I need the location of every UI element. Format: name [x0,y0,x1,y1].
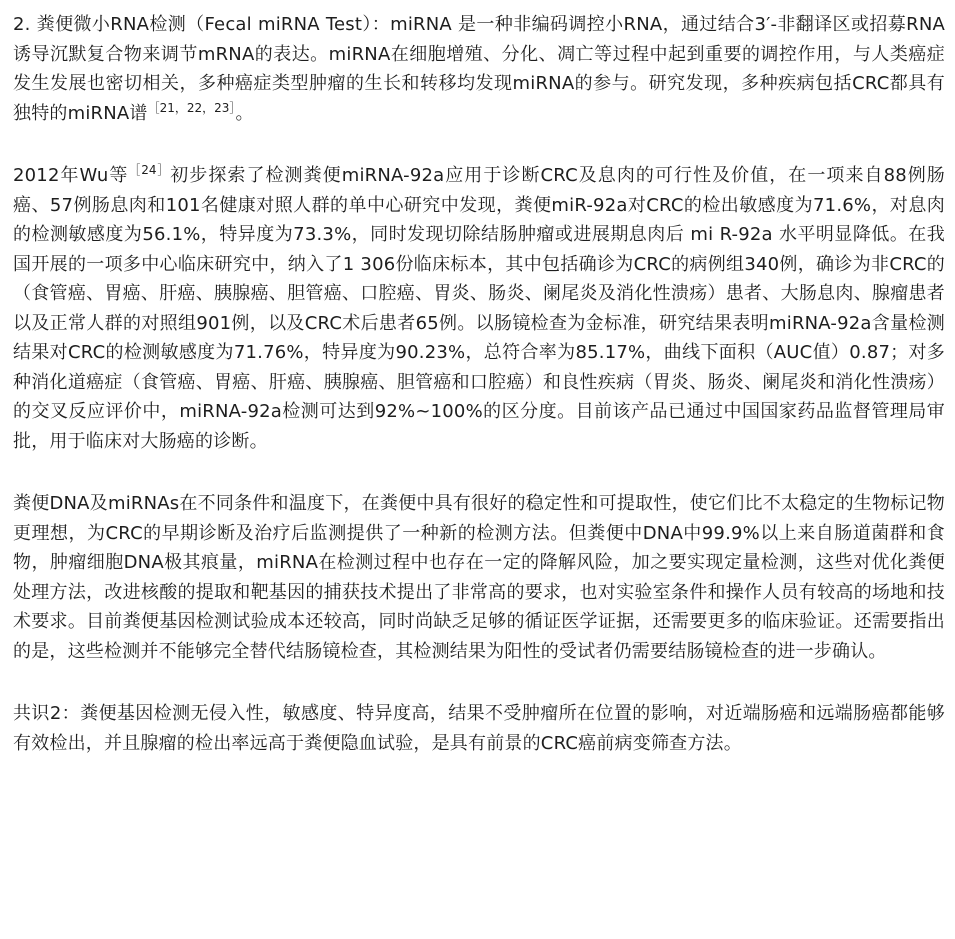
citation-reference[interactable]: ［24］ [128,163,171,177]
paragraph-text: 粪便DNA及miRNAs在不同条件和温度下，在粪便中具有很好的稳定性和可提取性，使它们比不太稳定的生物标记物更理想，为CRC的早期诊断及治疗后监测提供了一种新的检测方法。但粪便中DNA中99.9%以上来自肠道菌群和食物，肿瘤细胞DNA极其痕量，miRNA在检测过程中也存在一定的降解风险，加之要实现定量检测，这些对优化粪便处理方法，改进核酸的提取和靶基因的捕获技术提出了非常高的要求，也对实验室条件和操作人员有较高的场地和技术要求。目前粪便基因检测试验成本还较高，同时尚缺乏足够的循证医学证据，还需要更多的临床验证。还需要指出的是，这些检测并不能够完全替代结肠镜检查，其检测结果为阳性的受试者仍需要结肠镜检查的进一步确认。 [13,493,945,662]
citation-reference[interactable]: ［21，22，23］ [147,100,236,115]
paragraph-stability-limitations [13,489,945,666]
paragraph-text: 初步探索了检测粪便miRNA-92a应用于诊断CRC及息肉的可行性及价值，在一项来自88例肠癌、57例肠息肉和101名健康对照人群的单中心研究中发现，粪便miR-92a对CRC的检出敏感度为71.6%，对息肉的检测敏感度为56.1%，特异度为73.3%，同时发现切除结肠肿瘤或进展期息肉后 mi R-92a 水平明显降低。在我国开展的一项多中心临床研究中，纳入了1 306份临床标本，其中包括确诊为CRC的病例组340例，确诊为非CRC的（食管癌、胃癌、肝癌、胰腺癌、胆管癌、口腔癌、胃炎、肠炎、阑尾炎及消化性溃疡）患者、大肠息肉、腺瘤患者以及正常人群的对照组901例，以及CRC术后患者65例。以肠镜检查为金标准，研究结果表明miRNA-92a含量检测结果对CRC的检测敏感度为71.76%，特异度为90.23%，总符合率为85.17%，曲线下面积（AUC值）0.87；对多种消化道癌症（食管癌、胃癌、肝癌、胰腺癌、胆管癌和口腔癌）和良性疾病（胃炎、肠炎、阑尾炎和消化性溃疡）的交叉反应评价中，miRNA-92a检测可达到92%~100%的区分度。目前该产品已通过中国国家药品监督管理局审批，用于临床对大肠癌的诊断。 [13,165,945,452]
paragraph-fecal-mirna-test [13,10,945,128]
paragraph-wu-study [13,161,945,456]
paragraph-consensus-2 [13,699,945,758]
paragraph-text: 2. 粪便微小RNA检测（Fecal miRNA Test）：miRNA 是一种非编码调控小RNA，通过结合3′-非翻译区或招募RNA诱导沉默复合物来调节mRNA的表达。miRNA在细胞增殖、分化、凋亡等过程中起到重要的调控作用，与人类癌症发生发展也密切相关，多种癌症类型肿瘤的生长和转移均发现miRNA的参与。研究发现，多种疾病包括CRC都具有独特的miRNA谱 [13,14,945,124]
paragraph-text: 共识2：粪便基因检测无侵入性，敏感度、特异度高，结果不受肿瘤所在位置的影响，对近端肠癌和远端肠癌都能够有效检出，并且腺瘤的检出率远高于粪便隐血试验，是具有前景的CRC癌前病变筛查方法。 [13,703,945,754]
paragraph-text: 。 [235,102,254,124]
paragraph-text: 2012年Wu等 [13,165,129,186]
